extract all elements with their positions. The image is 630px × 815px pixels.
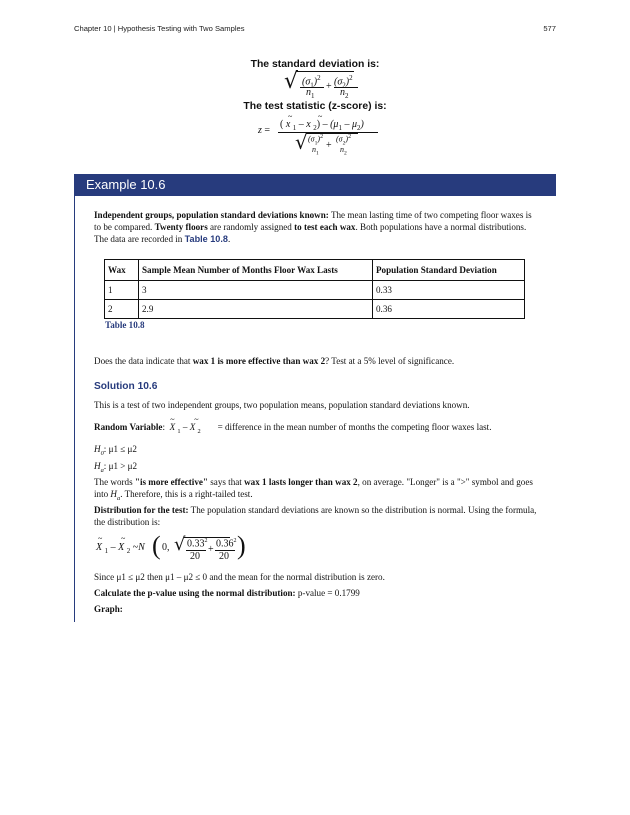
table-cell: 3 [139,281,373,300]
wax-table [104,259,525,319]
chapter-title: Chapter 10 | Hypothesis Testing with Two Samples [74,24,245,33]
table-cell: 0.33 [373,281,525,300]
sd-label: The standard deviation is: [250,59,380,70]
col-header: Sample Mean Number of Months Floor Wax Lasts [139,260,373,281]
random-variable-line: Random Variable: ~ ~ X $_1$ – X $_2$ = difference in the mean number of months the competing floor waxes last. [94,415,492,435]
example-title-bar [74,174,556,196]
col-header: Population Standard Deviation [373,260,525,281]
since-line: Since μ1 ≤ μ2 then μ1 – μ2 ≤ 0 and the mean for the normal distribution is zero. [94,572,385,582]
running-header [74,24,556,33]
null-hypothesis: $H_0$: μ1 ≤ μ2 [94,444,137,457]
test-stat-label: The test statistic (z-score) is: [243,101,387,112]
table-cell: 2.9 [139,300,373,319]
solution-line1: This is a test of two independent groups, two population means, population standard deviations known. [94,400,470,410]
graph-label: Graph: [94,604,123,614]
table-row [105,281,525,300]
example-title: Example 10.6 [86,177,166,192]
table-row [105,300,525,319]
calc-label: Calculate the p-value using the normal distribution: [94,588,296,598]
table-caption: Table 10.8 [105,320,145,330]
intro-lead: Independent groups, population standard deviations known: [94,210,329,220]
solution-title: Solution 10.6 [94,381,158,392]
alt-hypothesis: $H_a$: μ1 > μ2 [94,461,138,474]
table-cell: 1 [105,281,139,300]
page-number: 577 [543,24,556,33]
example-intro: Independent groups, population standard deviations known: The mean lasting time of two competing floor waxes is to be compared. Twenty floors are randomly assigned to test each wax. Both populations have a normal distributions. The data are recorded in Table 10.8. [94,210,532,244]
dist-label: Distribution for the test: [94,505,189,515]
table-link[interactable]: Table 10.8 [184,234,228,244]
example-left-rule [74,196,75,622]
table-header-row [105,260,525,281]
pvalue-line: Calculate the p-value using the normal distribution: p-value = 0.1799 [94,588,360,598]
example-question: Does the data indicate that wax 1 is more effective than wax 2? Test at a 5% level of significance. [94,356,455,366]
col-header: Wax [105,260,139,281]
table-cell: 2 [105,300,139,319]
distribution-paragraph: Distribution for the test: The population standard deviations are known so the distribution is normal. Using the formula, the distribution is: [94,505,537,527]
rv-label: Random Variable [94,422,163,432]
words-paragraph: The words "is more effective" says that wax 1 lasts longer than wax 2, on average. "Longer" is a ">" symbol and goes into $H_a$. Therefore, this is a right-tailed test. [94,477,533,502]
table-cell: 0.36 [373,300,525,319]
